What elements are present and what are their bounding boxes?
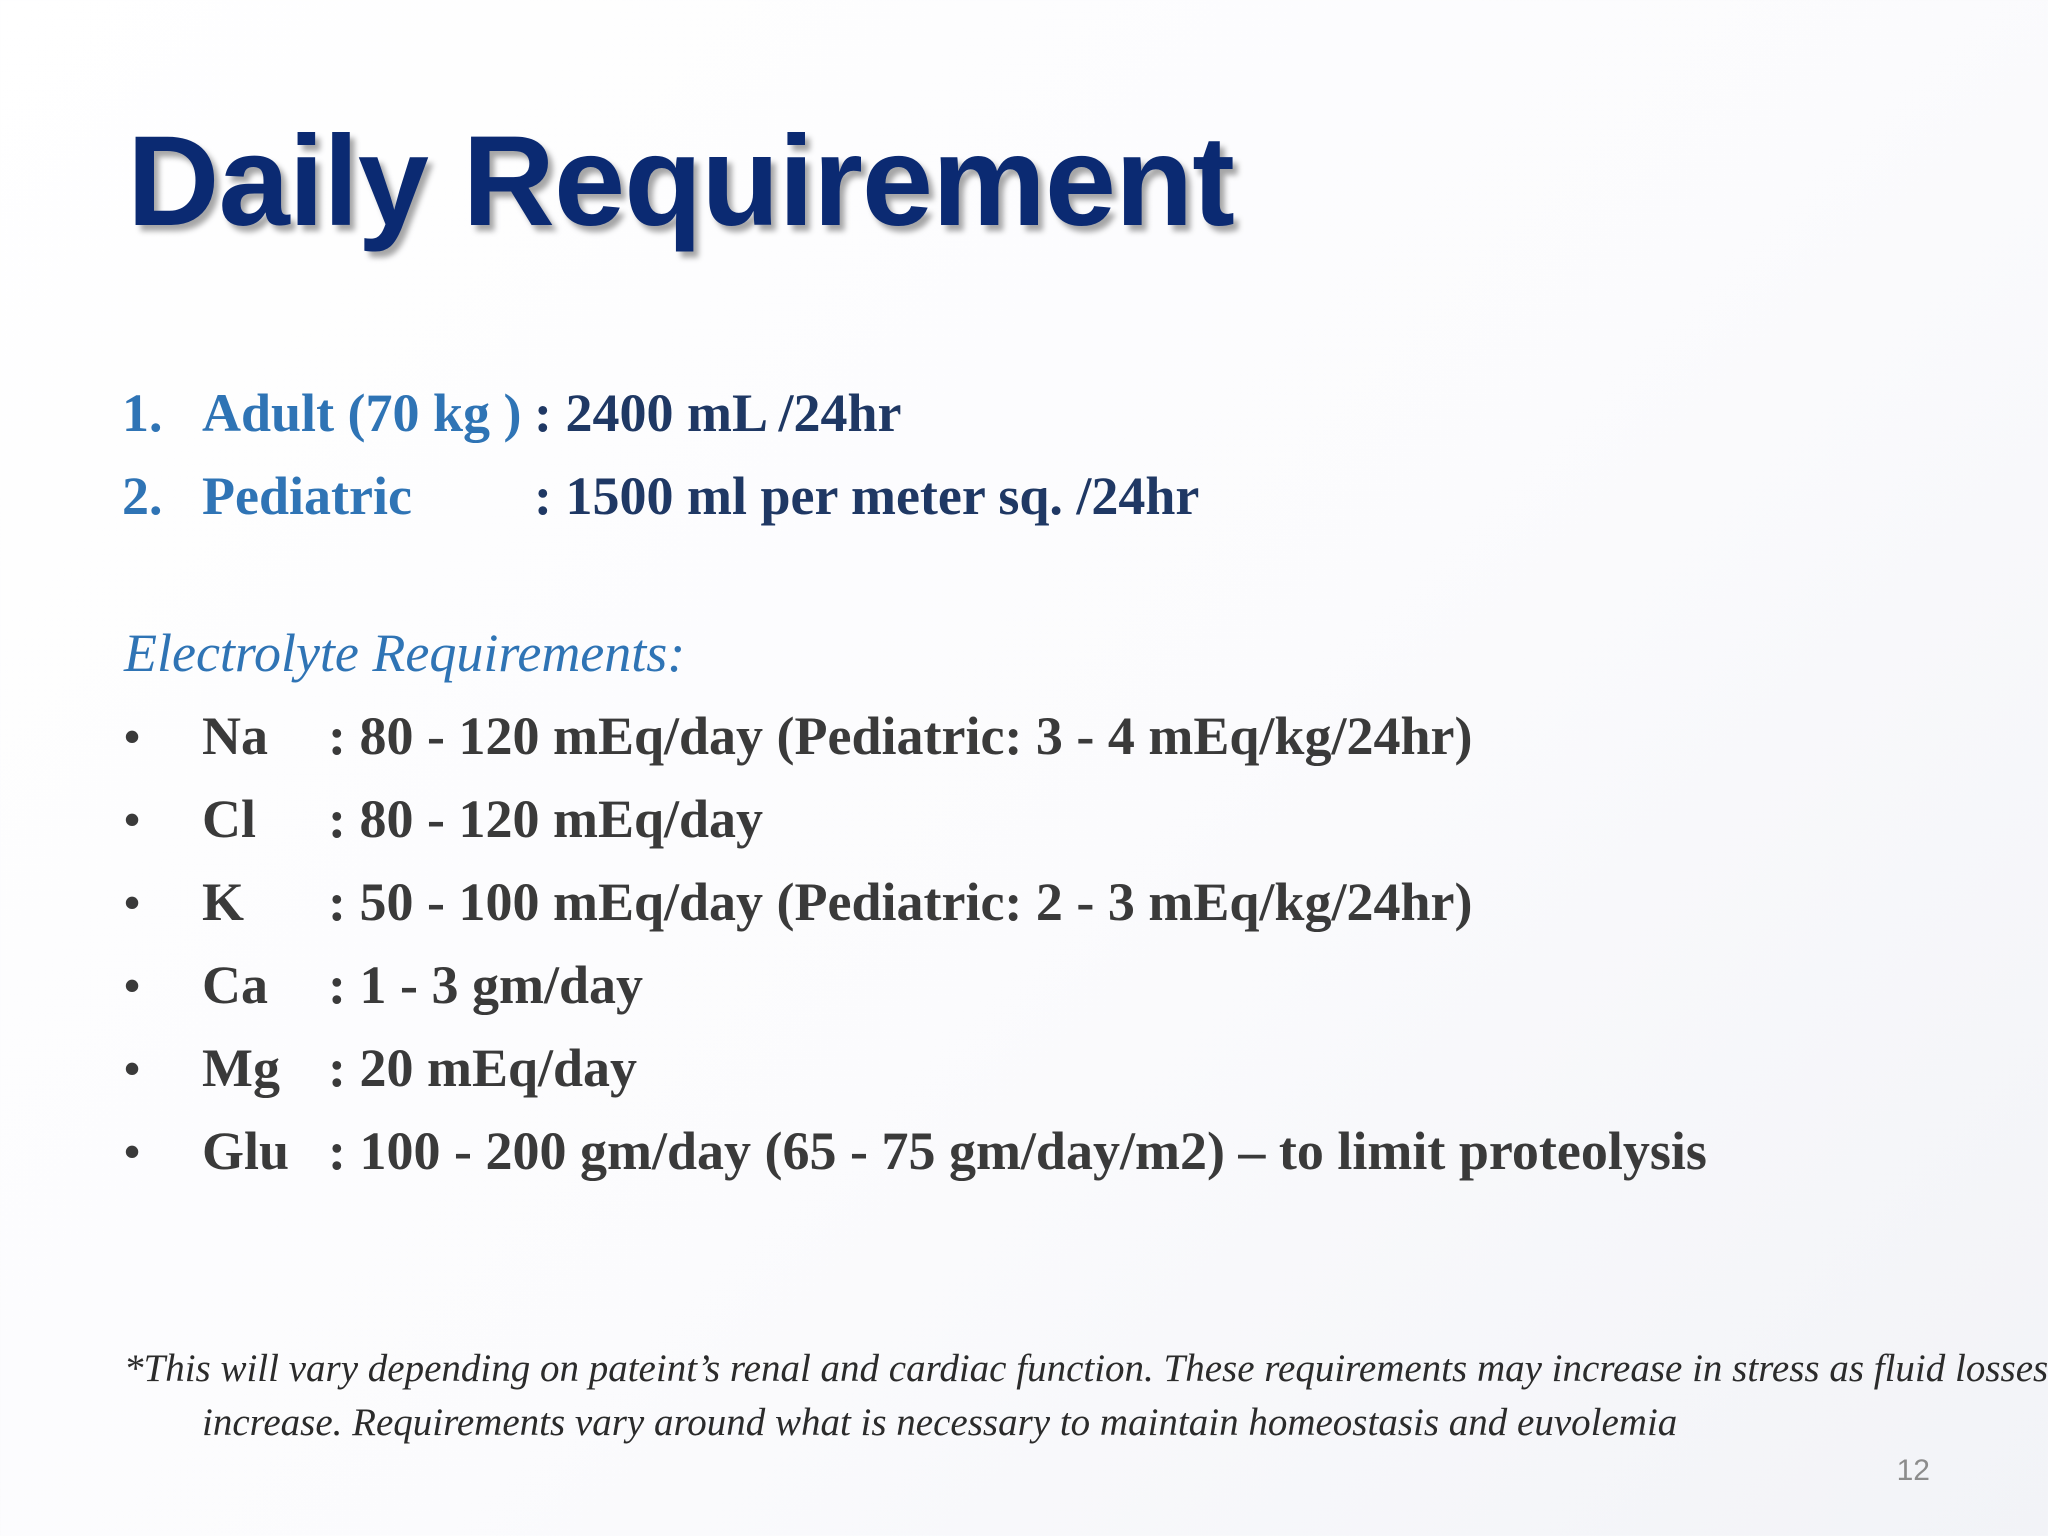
- electrolyte-value: : 100 - 200 gm/day (65 - 75 gm/day/m2) – to limit proteolysis: [328, 1121, 1707, 1181]
- list-number: 2.: [122, 466, 163, 526]
- footnote: *This will vary depending on pateint’s renal and cardiac function. These requirements may increase in stress as fluid losses increase. Requirements vary around what is necessary to maintain homeostasis and euvolemia: [124, 1347, 2048, 1444]
- electrolyte-value: : 20 mEq/day: [328, 1038, 638, 1098]
- slide-title: Daily Requirement: [127, 110, 1234, 253]
- bullet-icon: •: [124, 960, 141, 1011]
- requirement-label: Adult (70 kg ): [202, 383, 522, 443]
- electrolyte-name: Cl: [202, 789, 256, 849]
- bullet-icon: •: [124, 877, 141, 928]
- bullet-icon: •: [124, 1126, 141, 1177]
- electrolyte-name: K: [202, 872, 245, 932]
- electrolyte-heading: Electrolyte Requirements:: [124, 623, 686, 683]
- bullet-icon: •: [124, 1043, 141, 1094]
- requirement-colon: :: [534, 466, 552, 526]
- electrolyte-name: Glu: [202, 1121, 290, 1181]
- requirement-label: Pediatric: [202, 466, 412, 526]
- electrolyte-name: Ca: [202, 955, 268, 1015]
- electrolyte-name: Mg: [202, 1038, 280, 1098]
- requirement-value: 1500 ml per meter sq. /24hr: [551, 466, 1200, 526]
- bullet-icon: •: [124, 794, 141, 845]
- page-number: 12: [1896, 1454, 1930, 1487]
- requirement-value: 2400 mL /24hr: [551, 383, 902, 443]
- requirement-value-line: [534, 372, 902, 455]
- electrolyte-value: : 80 - 120 mEq/day (Pediatric: 3 - 4 mEq/kg/24hr): [328, 706, 1473, 766]
- electrolyte-name: Na: [202, 706, 268, 766]
- electrolyte-value: : 50 - 100 mEq/day (Pediatric: 2 - 3 mEq/kg/24hr): [328, 872, 1473, 932]
- requirement-colon: :: [534, 383, 552, 443]
- bullet-icon: •: [124, 711, 141, 762]
- requirement-value-line: [534, 455, 1199, 538]
- electrolyte-value: : 1 - 3 gm/day: [328, 955, 643, 1015]
- electrolyte-value: : 80 - 120 mEq/day: [328, 789, 764, 849]
- list-number: 1.: [122, 383, 163, 443]
